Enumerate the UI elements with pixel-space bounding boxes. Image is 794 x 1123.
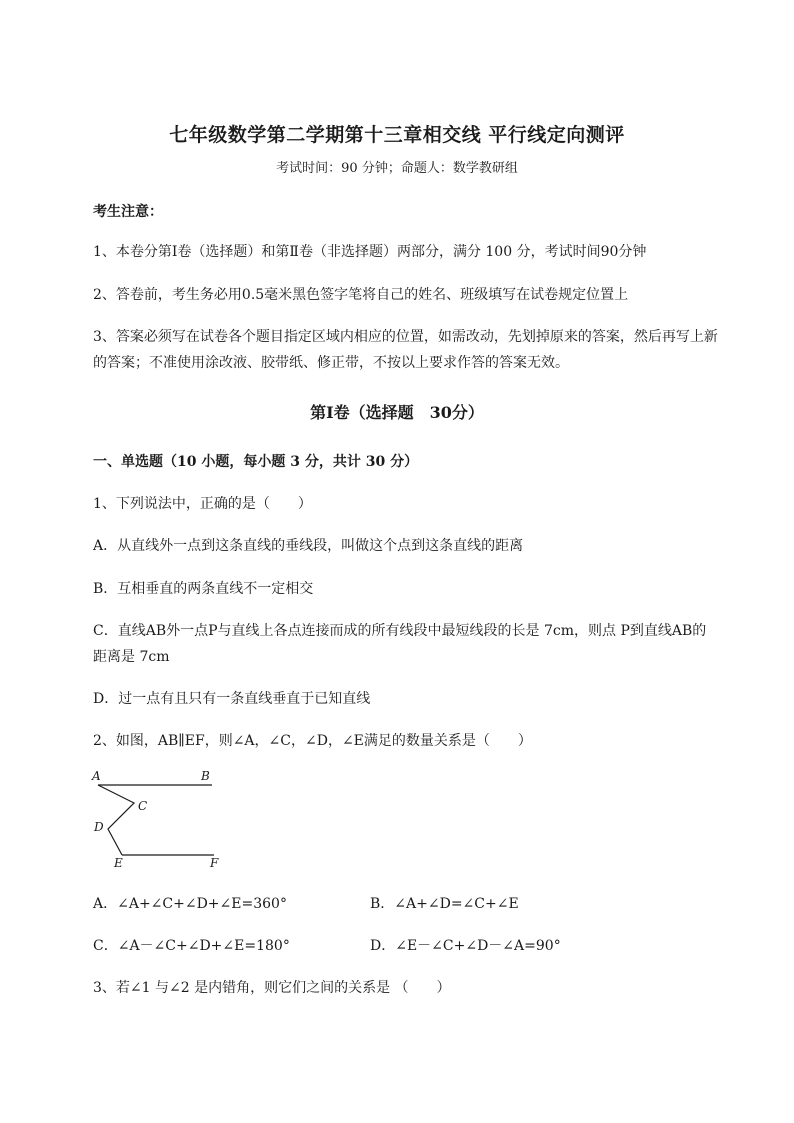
label-d: D (94, 820, 104, 834)
question-3-stem: 3、若∠1 与∠2 是内错角，则它们之间的关系是 （ ） (93, 980, 451, 996)
notice-heading: 考生注意： (93, 204, 163, 220)
page-title: 七年级数学第二学期第十三章相交线 平行线定向测评 (169, 124, 625, 146)
label-c: C (138, 799, 148, 813)
question-2-stem: 2、如图，AB∥EF，则∠A，∠C，∠D，∠E满足的数量关系是（ ） (93, 733, 532, 749)
question-1-option-b: B．互相垂直的两条直线不一定相交 (93, 581, 314, 597)
notice-item: 3、答案必须写在试卷各个题目指定区域内相应的位置，如需改动，先划掉原来的答案，然后再写上新 (93, 329, 718, 345)
exam-info: 考试时间：90 分钟；命题人：数学教研组 (276, 161, 518, 176)
question-1-option-a: A．从直线外一点到这条直线的垂线段，叫做这个点到这条直线的距离 (93, 538, 524, 554)
parallel-lines-figure (90, 767, 240, 877)
question-2-option-c: C．∠A－∠C+∠D+∠E=180° (93, 938, 290, 954)
question-1-option-d: D．过一点有且只有一条直线垂直于已知直线 (93, 691, 371, 707)
label-e: E (114, 856, 123, 870)
label-b: B (201, 769, 210, 783)
question-2-option-d: D．∠E－∠C+∠D－∠A=90° (370, 938, 561, 954)
label-f: F (210, 856, 219, 870)
question-1-option-c-cont: 距离是 7cm (93, 649, 170, 665)
question-1-option-c: C．直线AB外一点P与直线上各点连接而成的所有线段中最短线段的长是 7cm，则点 P到直线AB的 (93, 623, 707, 639)
label-a: A (92, 769, 101, 783)
notice-item: 2、答卷前，考生务必用0.5毫米黑色签字笔将自己的姓名、班级填写在试卷规定位置上 (93, 287, 629, 303)
section-title: 第Ⅰ卷（选择题 30分） (310, 403, 484, 422)
notice-item: 的答案；不准使用涂改液、胶带纸、修正带，不按以上要求作答的答案无效。 (93, 355, 569, 371)
part-heading: 一、单选题（10 小题，每小题 3 分，共计 30 分） (93, 454, 419, 470)
question-1-stem: 1、下列说法中，正确的是（ ） (93, 496, 312, 512)
question-2-option-a: A．∠A+∠C+∠D+∠E=360° (93, 896, 287, 912)
question-2-option-b: B．∠A+∠D=∠C+∠E (370, 896, 519, 912)
notice-item: 1、本卷分第Ⅰ卷（选择题）和第Ⅱ卷（非选择题）两部分，满分 100 分，考试时间90分钟 (93, 244, 647, 260)
figure-lines (98, 785, 214, 855)
